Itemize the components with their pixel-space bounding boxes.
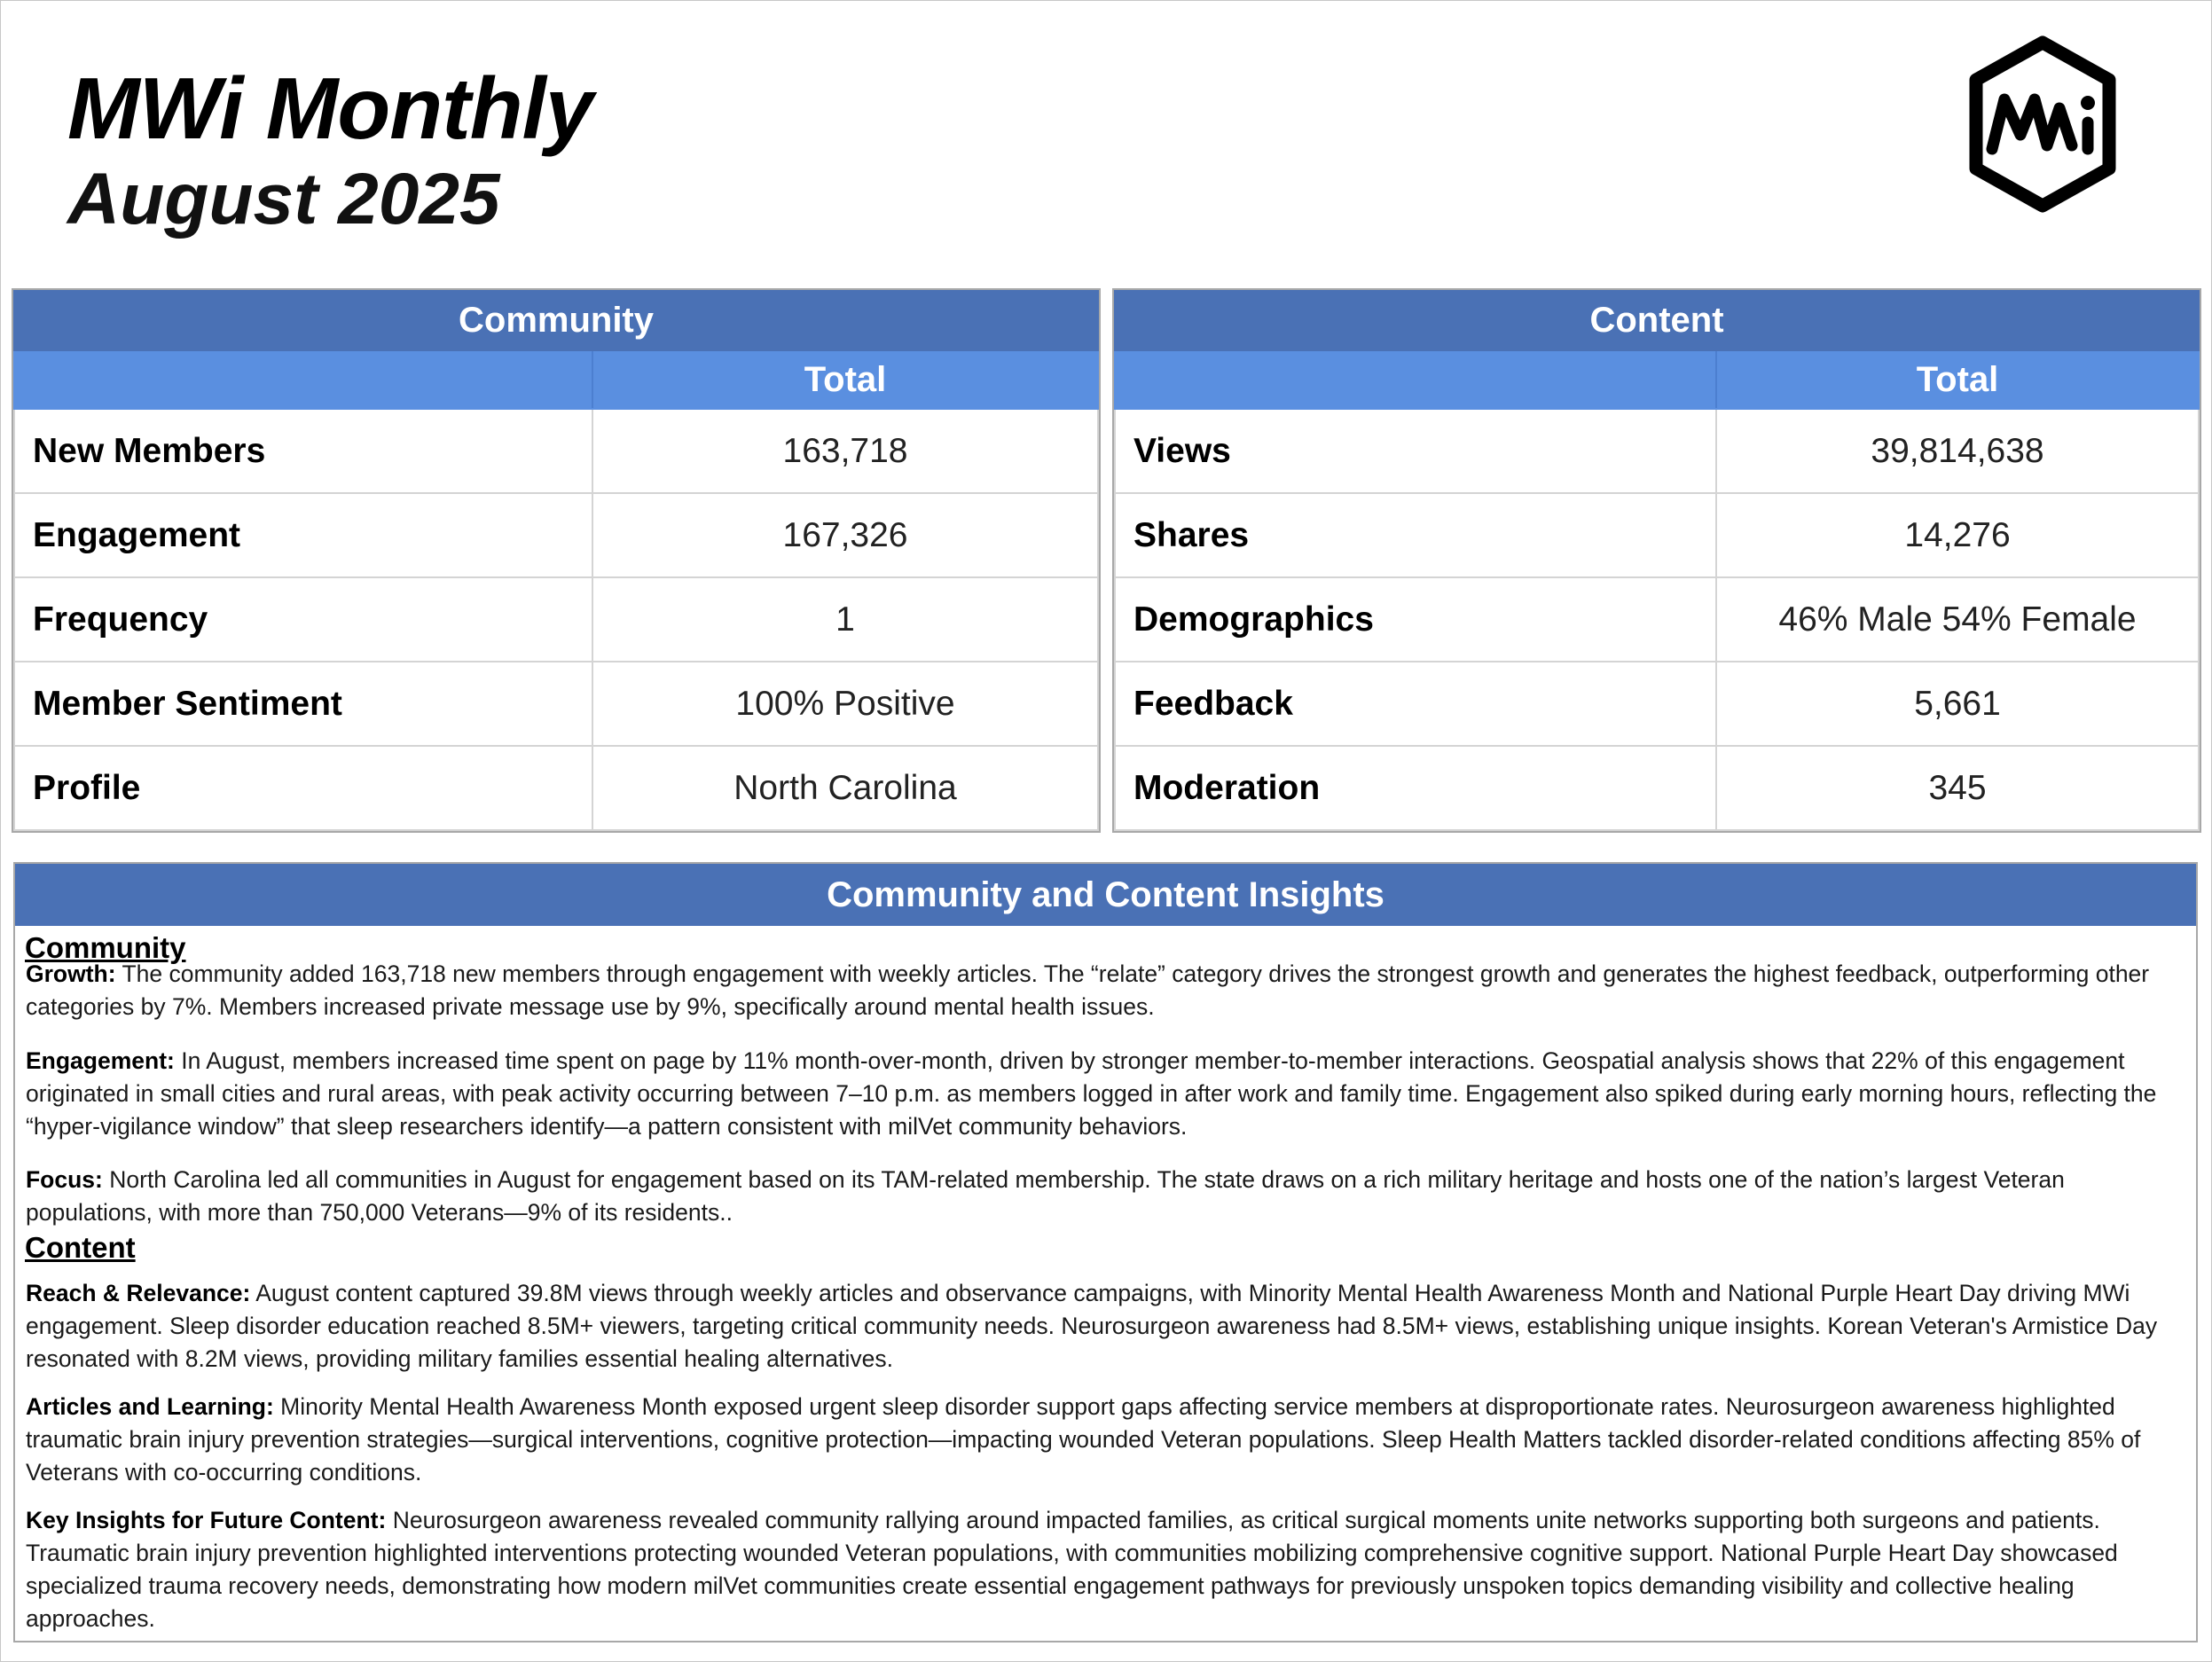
row-label: Engagement (14, 493, 592, 577)
focus-text: North Carolina led all communities in August for engagement based on its TAM-related membership. The state draws on a rich military heritage and hosts one of the nation’s largest Veteran populations, with more than 750,000 Veterans—9% of its residents.. (26, 1166, 2065, 1226)
table-row (14, 662, 1098, 746)
table-row (14, 577, 1098, 662)
row-value: 167,326 (592, 493, 1098, 577)
row-label: Feedback (1115, 662, 1716, 746)
mwi-logo-icon (1958, 35, 2127, 213)
engagement-label: Engagement: (26, 1047, 175, 1074)
table-row (1115, 662, 2199, 746)
key-insights-label: Key Insights for Future Content: (26, 1507, 387, 1533)
row-label: Member Sentiment (14, 662, 592, 746)
table-row (14, 746, 1098, 830)
row-label: Frequency (14, 577, 592, 662)
table-row (1115, 409, 2199, 493)
reach-paragraph (26, 1277, 2187, 1376)
table-row (14, 493, 1098, 577)
growth-label: Growth: (26, 960, 116, 987)
focus-paragraph (26, 1164, 2187, 1229)
engagement-paragraph (26, 1045, 2187, 1143)
content-section-heading: Content (25, 1231, 136, 1264)
row-value: 100% Positive (592, 662, 1098, 746)
row-value: 14,276 (1716, 493, 2199, 577)
growth-paragraph (26, 958, 2187, 1023)
table-row (1115, 577, 2199, 662)
insights-panel (13, 862, 2198, 1642)
reach-text: August content captured 39.8M views through weekly articles and observance campaigns, with Minority Mental Health Awareness Month and National Purple Heart Day driving MWi engagement. Sleep disorder education reached 8.5M+ viewers, targeting critical community needs. Neurosurgeon awareness had 8.5M+ views, establishing unique insights. Korean Veteran's Armistice Day resonated with 8.2M views, providing military families essential healing alternatives. (26, 1280, 2158, 1372)
content-label-column-header (1115, 350, 1716, 409)
engagement-text: In August, members increased time spent on page by 11% month-over-month, driven by stronger member-to-member interactions. Geospatial analysis shows that 22% of this engagement originated in small cities and rural areas, with peak activity occurring between 7–10 p.m. as members logged in after work and family time. Engagement also spiked during early morning hours, reflecting the “hyper-vigilance window” that sleep researchers identify—a pattern consistent with milVet community behaviors. (26, 1047, 2157, 1140)
key-insights-text: Neurosurgeon awareness revealed community rallying around impacted families, as critical surgical moments unite networks supporting both surgeons and patients. Traumatic brain injury prevention highlighted interventions protecting wounded Veteran populations, with communities mobilizing comprehensive cognitive support. National Purple Heart Day showcased specialized trauma recovery needs, demonstrating how modern milVet communities create essential engagement pathways for previously unspoken topics demanding visibility and collective healing approaches. (26, 1507, 2118, 1632)
row-label: New Members (14, 409, 592, 493)
row-label: Shares (1115, 493, 1716, 577)
row-value: 345 (1716, 746, 2199, 830)
row-value: 163,718 (592, 409, 1098, 493)
row-label: Moderation (1115, 746, 1716, 830)
key-insights-paragraph (26, 1504, 2187, 1635)
community-table (13, 290, 1099, 831)
row-label: Demographics (1115, 577, 1716, 662)
row-label: Views (1115, 409, 1716, 493)
community-label-column-header (14, 350, 592, 409)
reach-label: Reach & Relevance: (26, 1280, 251, 1306)
report-date: August 2025 (67, 159, 500, 239)
table-row (1115, 746, 2199, 830)
row-value: 1 (592, 577, 1098, 662)
insights-heading: Community and Content Insights (15, 864, 2196, 926)
table-row (14, 409, 1098, 493)
row-value: 46% Male 54% Female (1716, 577, 2199, 662)
growth-text: The community added 163,718 new members through engagement with weekly articles. The “relate” category drives the strongest growth and generates the highest feedback, outperforming other categories by 7%. Members increased private message use by 9%, specifically around mental health issues. (26, 960, 2150, 1020)
community-table-heading: Community (14, 291, 1098, 350)
focus-label: Focus: (26, 1166, 103, 1193)
articles-label: Articles and Learning: (26, 1393, 274, 1420)
community-section-heading: Community (25, 931, 186, 964)
articles-paragraph (26, 1391, 2187, 1489)
articles-text: Minority Mental Health Awareness Month exposed urgent sleep disorder support gaps affecting service members at disproportionate rates. Neurosurgeon awareness highlighted traumatic brain injury prevention strategies—surgical interventions, cognitive protection—impacting wounded Veteran populations. Sleep Health Matters tackled disorder-related conditions affecting 85% of Veterans with co-occurring conditions. (26, 1393, 2141, 1486)
content-table (1114, 290, 2200, 831)
row-label: Profile (14, 746, 592, 830)
content-table-heading: Content (1115, 291, 2199, 350)
community-total-column-header: Total (592, 350, 1098, 409)
row-value: North Carolina (592, 746, 1098, 830)
table-row (1115, 493, 2199, 577)
row-value: 5,661 (1716, 662, 2199, 746)
row-value: 39,814,638 (1716, 409, 2199, 493)
report-title: MWi Monthly (67, 59, 593, 157)
content-total-column-header: Total (1716, 350, 2199, 409)
